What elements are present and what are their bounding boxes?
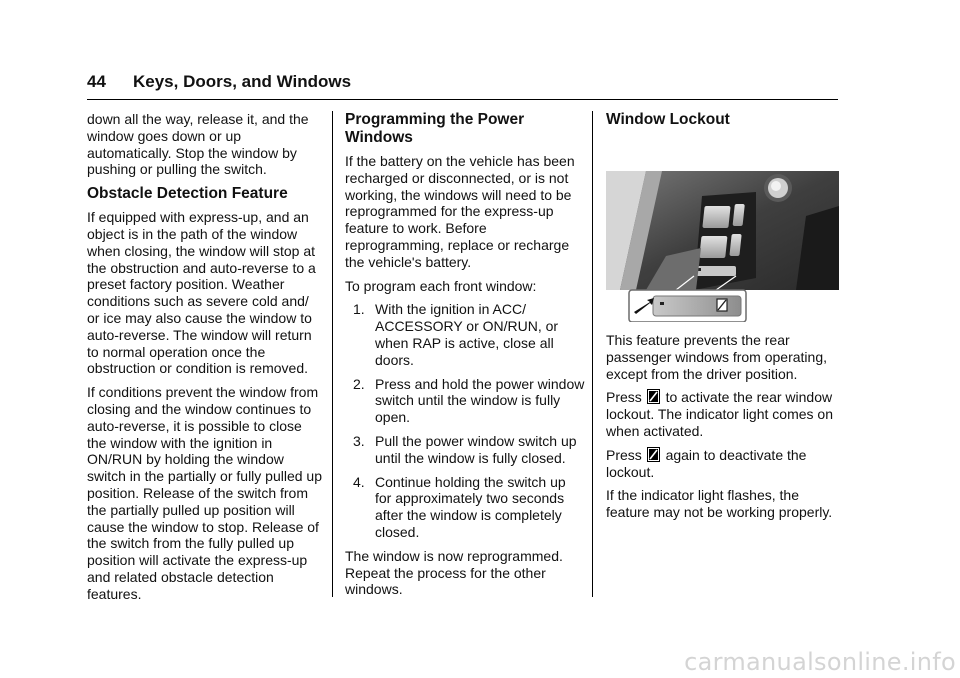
programming-paragraph-1: If the battery on the vehicle has been recharged or disconnected, or is not working, the windows will need to be reprogrammed for the express-up feature to work. Before reprogramming, replace or recharge the vehicle's battery.: [345, 153, 575, 270]
programming-paragraph-3: The window is now reprogrammed. Repeat the process for the other windows.: [345, 547, 563, 598]
step-number: 3.: [353, 432, 365, 449]
column-3: [606, 111, 841, 528]
press-label: Press: [606, 446, 642, 463]
lockout-paragraph-2: [606, 389, 841, 439]
page-header: [87, 72, 838, 100]
programming-steps: [345, 301, 585, 540]
obstacle-detection-heading: Obstacle Detection Feature: [87, 185, 288, 203]
lockout-activate-text: to activate the rear window lockout. The indicator light comes on when activated.: [606, 389, 833, 439]
step-text: With the ignition in ACC/ ACCESSORY or ON/RUN, or when RAP is active, close all doors.: [375, 301, 559, 368]
step-item: [345, 301, 585, 368]
window-lockout-heading: Window Lockout: [606, 111, 730, 128]
press-label: Press: [606, 389, 642, 406]
step-number: 1.: [353, 301, 365, 318]
intro-paragraph: down all the way, release it, and the window goes down or up automatically. Stop the window by pushing or pulling the switch.: [87, 111, 309, 178]
step-item: [345, 474, 585, 541]
column-2: [345, 111, 585, 605]
obstacle-paragraph-2: If conditions prevent the window from closing and the window continues to auto-reverse, it is possible to close the window with the ignition in ON/RUN by holding the window switch in the partially or fully pulled up position. Release of the switch from the partially pulled up position will cause the window to stop. Release of the switch from the fully pulled up position will activate the express-up and related obstacle detection features.: [87, 384, 323, 602]
step-item: [345, 376, 585, 426]
column-divider-1: [332, 111, 333, 597]
column-divider-2: [592, 111, 593, 597]
lockout-paragraph-3: [606, 447, 841, 481]
lockout-paragraph-1: This feature prevents the rear passenger windows from operating, except from the driver position.: [606, 332, 828, 382]
page-number: 44: [87, 72, 106, 91]
obstacle-paragraph-1: If equipped with express-up, and an object is in the path of the window when closing, the window will stop at the obstruction and auto-reverse to a preset factory position. Weather conditions such as severe cold and/ or ice may also cause the window to auto-reverse. The window will return to normal operation once the obstruction or condition is removed.: [87, 209, 316, 377]
programming-heading: Programming the Power Windows: [345, 111, 525, 146]
programming-paragraph-2: To program each front window:: [345, 277, 537, 294]
lockout-deactivate-text: again to deactivate the lockout.: [606, 446, 807, 480]
window-lockout-icon: [647, 389, 660, 404]
step-number: 4.: [353, 473, 365, 490]
step-item: [345, 433, 585, 467]
step-text: Press and hold the power window switch until the window is fully open.: [375, 375, 585, 426]
column-1: [87, 111, 322, 610]
window-lockout-icon: [647, 447, 660, 462]
step-text: Continue holding the switch up for approximately two seconds after the window is completely closed.: [375, 473, 566, 540]
section-title: Keys, Doors, and Windows: [133, 72, 352, 91]
step-text: Pull the power window switch up until the window is fully closed.: [375, 432, 577, 466]
watermark: carmanualsonline.info: [684, 648, 956, 676]
door-switch-panel-image: [606, 136, 839, 322]
window-lockout-illustration: [606, 136, 839, 322]
lockout-paragraph-4: If the indicator light flashes, the feature may not be working properly.: [606, 487, 833, 521]
step-number: 2.: [353, 375, 365, 392]
